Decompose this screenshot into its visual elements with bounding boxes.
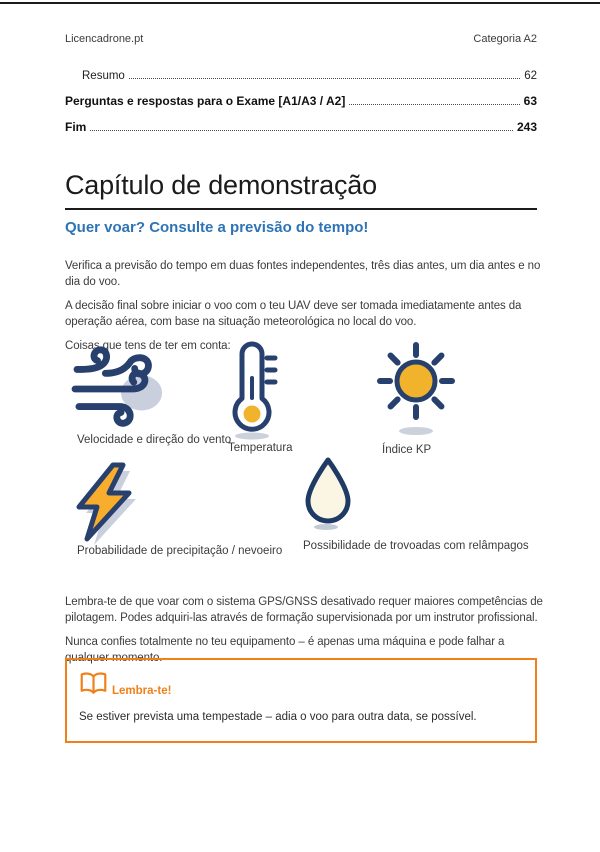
- toc-entry-label: Resumo: [82, 70, 125, 82]
- sun-icon: [371, 341, 461, 437]
- toc-entry-fim[interactable]: [65, 120, 537, 134]
- lightning-icon: [71, 461, 149, 549]
- toc-page-number: 63: [523, 94, 537, 108]
- chapter-title-rule: [65, 208, 537, 210]
- page-header: [65, 33, 537, 45]
- thunderstorm-label: Possibilidade de trovoadas com relâmpagos: [303, 540, 529, 552]
- header-site-name: Licencadrone.pt: [65, 33, 144, 45]
- thermometer-icon: [226, 340, 282, 440]
- toc-dot-leader: [90, 130, 513, 131]
- paragraph-forecast-sources: Verifica a previsão do tempo em duas fontes independentes, três dias antes, um dia antes e no dia do voo.: [65, 259, 541, 288]
- toc-entry-resumo[interactable]: [65, 70, 537, 82]
- toc-entry-label: Perguntas e respostas para o Exame [A1/A3 / A2]: [65, 94, 346, 108]
- temperature-label: Temperatura: [228, 442, 293, 454]
- open-book-icon: [79, 670, 108, 697]
- wind-icon: [70, 344, 172, 434]
- table-of-contents: [65, 70, 537, 146]
- reminder-text: Se estiver prevista uma tempestade – adia o voo para outra data, se possível.: [79, 711, 477, 723]
- chapter-title: Capítulo de demonstração: [65, 170, 377, 200]
- paragraph-never-trust-equipment: Nunca confies totalmente no teu equipamento – é apenas uma máquina e pode falhar a qualquer momento.: [65, 635, 505, 664]
- paragraph-things-to-consider: Coisas que tens de ter em conta:: [65, 339, 231, 352]
- reminder-callout-box: [65, 658, 537, 743]
- toc-dot-leader: [129, 78, 520, 79]
- wind-label: Velocidade e direção do vento: [77, 434, 232, 446]
- kp-index-label: Índice KP: [382, 444, 432, 456]
- reminder-title: Lembra-te!: [112, 685, 172, 697]
- paragraph-final-decision: A decisão final sobre iniciar o voo com o teu UAV deve ser tomada imediatamente antes da operação aérea, com base na situação meteorológica no local do voo.: [65, 299, 522, 328]
- section-subtitle: Quer voar? Consulte a previsão do tempo!: [65, 219, 369, 236]
- toc-page-number: 62: [524, 70, 537, 82]
- toc-entry-perguntas[interactable]: [65, 94, 537, 108]
- raindrop-icon: [302, 457, 354, 531]
- toc-dot-leader: [349, 104, 519, 105]
- header-category: Categoria A2: [473, 33, 537, 45]
- toc-page-number: 243: [516, 120, 537, 134]
- paragraph-gps-gnss: Lembra-te de que voar com o sistema GPS/GNSS desativado requer maiores competências de pilotagem. Podes adquiri-las através de formação supervisionada por um instrutor profissional.: [65, 595, 543, 624]
- toc-entry-label: Fim: [65, 120, 87, 134]
- page-top-rule: [0, 2, 600, 4]
- precipitation-label: Probabilidade de precipitação / nevoeiro: [77, 545, 283, 557]
